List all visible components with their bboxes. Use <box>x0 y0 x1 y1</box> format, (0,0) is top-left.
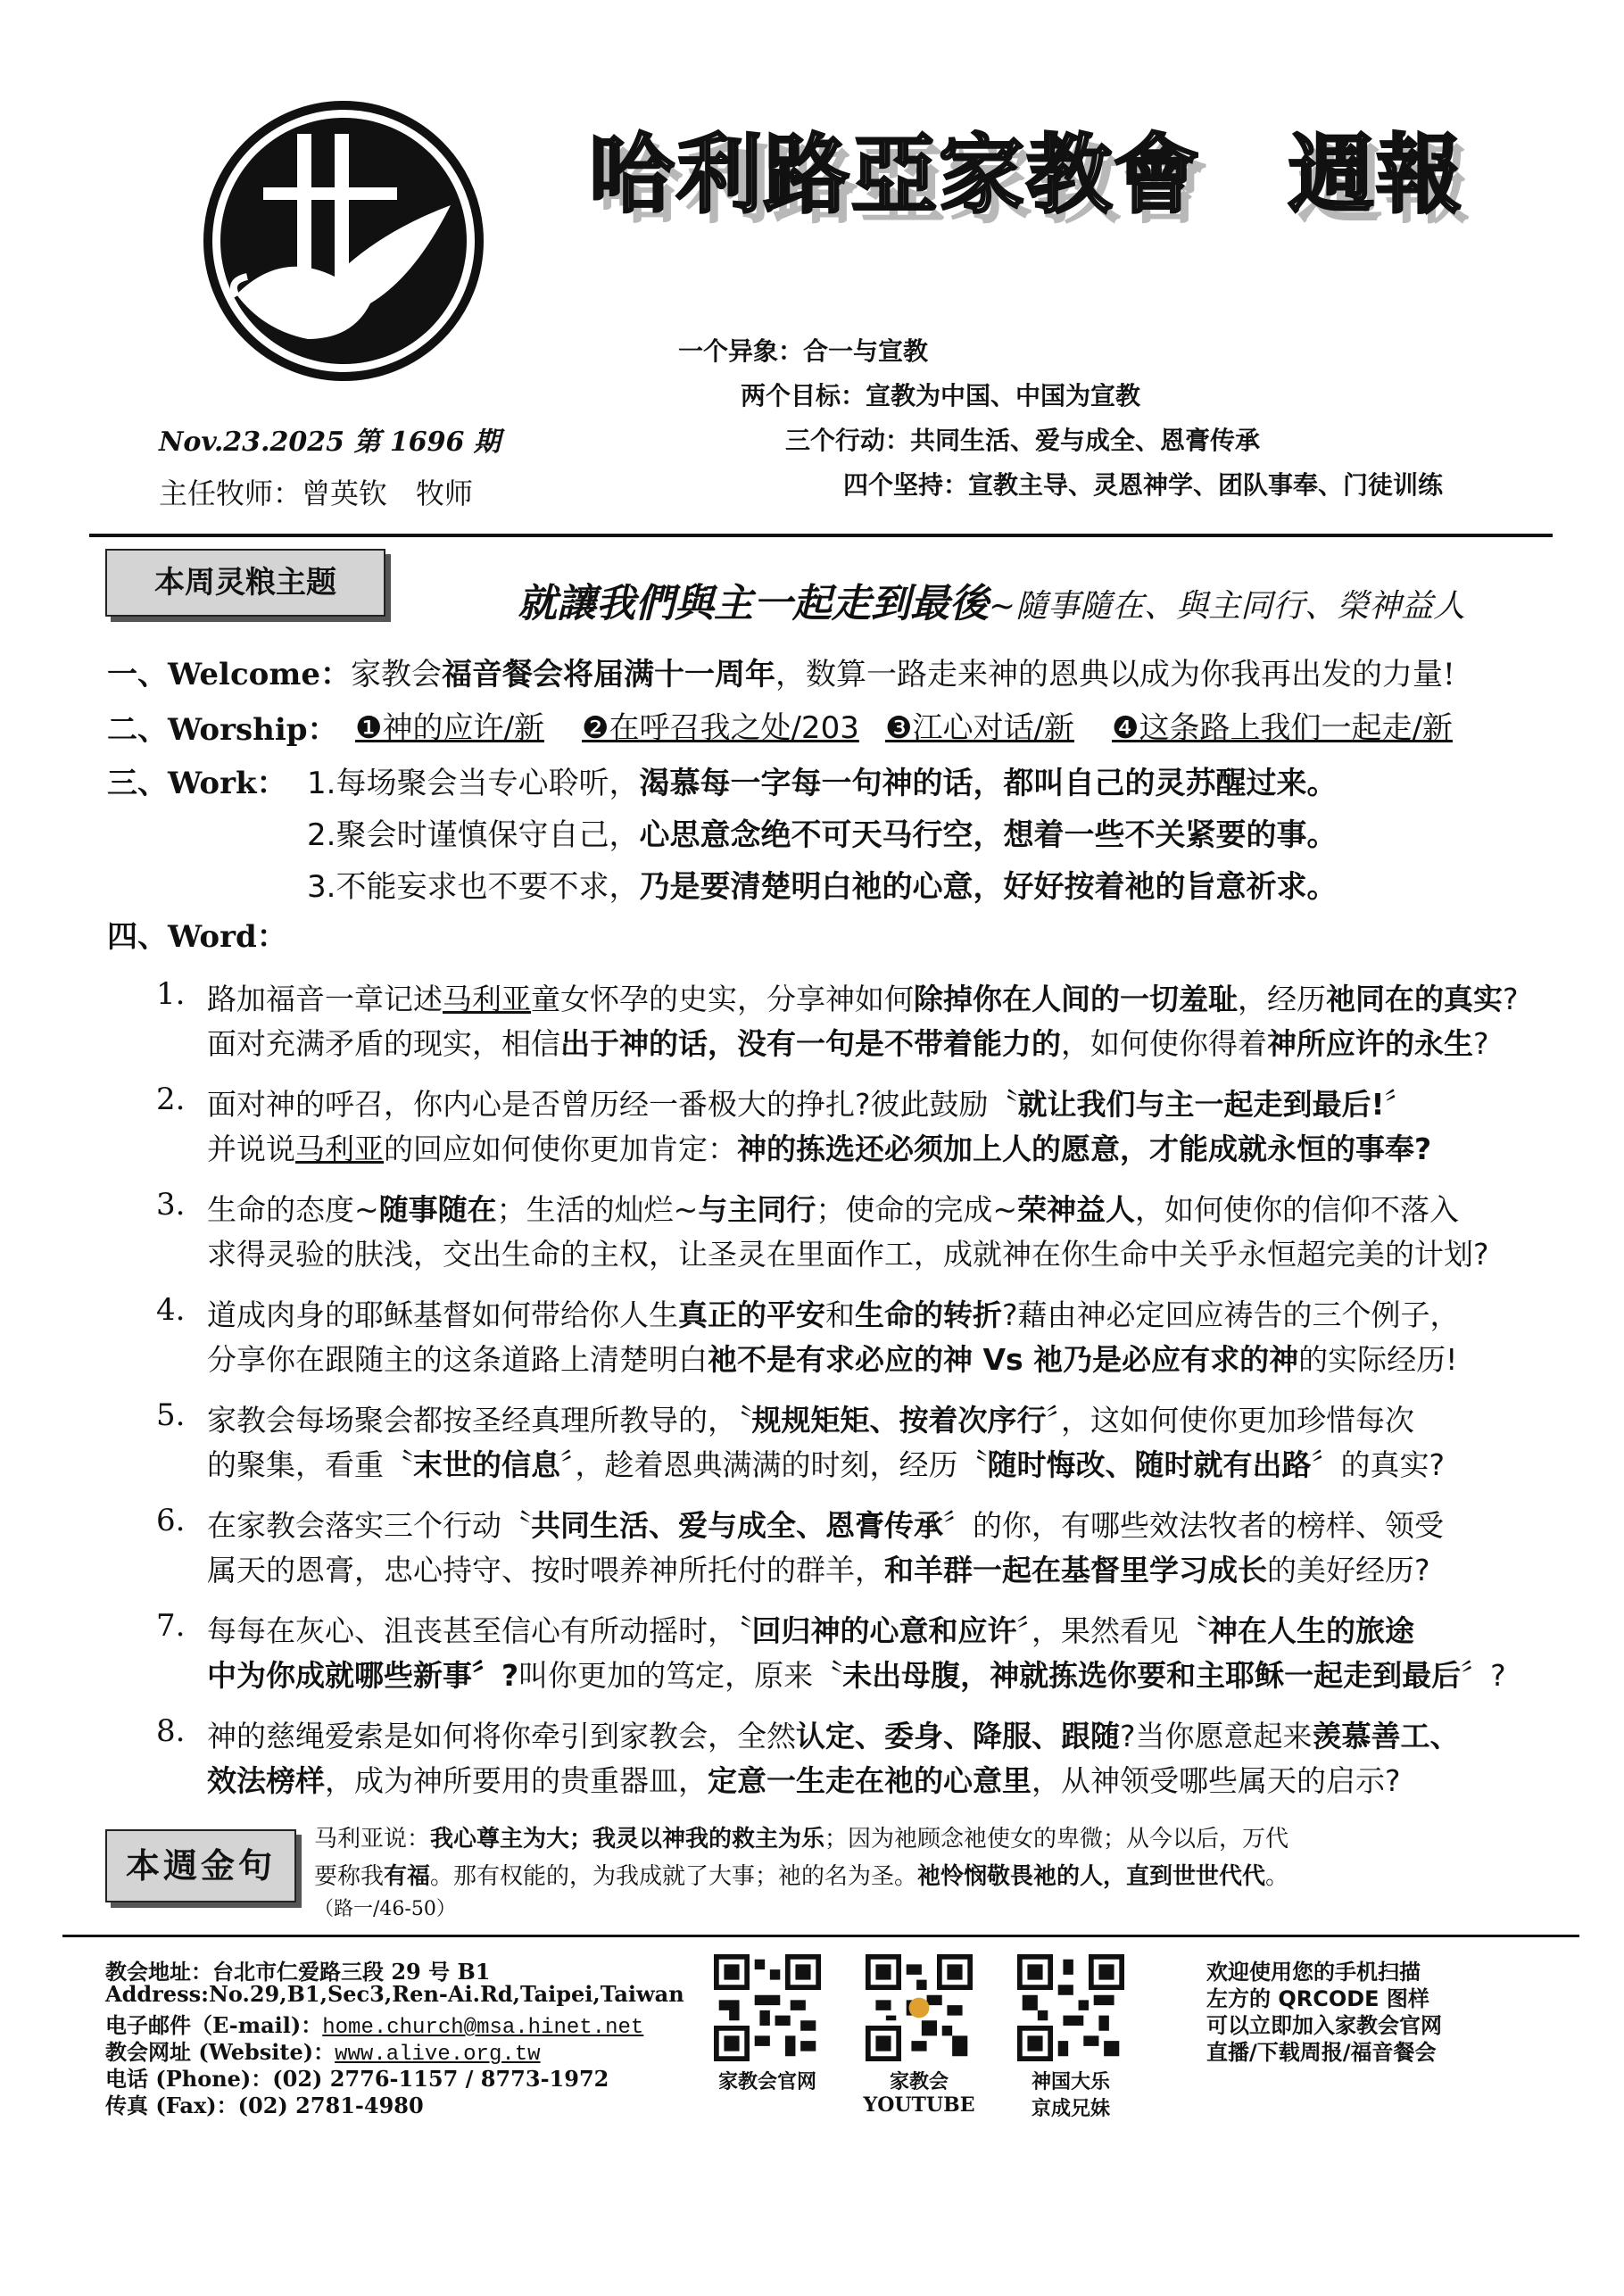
email-line: 电子邮件（E-mail)：home.church@msa.hinet.net <box>105 2012 644 2040</box>
qr-caption: 京成兄妹 <box>1031 2097 1110 2120</box>
word-item-line: 属天的恩膏，忠心持守、按时喂养神所托付的群羊，和羊群一起在基督里学习成长的美好经历? <box>207 1553 1430 1587</box>
word-item-line: 每每在灰心、沮丧甚至信心有所动摇时，〝回归神的心意和应许〞，果然看见〝神在人生的旅途 <box>207 1613 1414 1648</box>
website-line: 教会网址 (Website)：www.alive.org.tw <box>105 2039 541 2067</box>
song-item: ❹这条路上我们一起走/新 <box>1112 710 1453 746</box>
verse-line: 马利亚说：我心尊主为大；我灵以神我的救主为乐；因为祂顾念祂使女的卑微；从今以后，万代 <box>314 1826 1289 1853</box>
address-cn: 教会地址：台北市仁爱路三段 29 号 B1 <box>105 1959 491 1985</box>
vision-line: 四个坚持：宣教主导、灵恩神学、团队事奉、门徒训练 <box>843 470 1444 500</box>
scan-instruction: 左方的 QRCODE 图样 <box>1206 1986 1429 2011</box>
word-item-line: 中为你成就哪些新事〞?叫你更加的笃定，原来〝未出母腹，神就拣选你要和主耶稣一起走到最后〞? <box>207 1658 1506 1693</box>
worship-label: 二、Worship： <box>107 712 338 748</box>
divider <box>62 1935 1579 1937</box>
word-item-number: 6. <box>156 1503 186 1538</box>
song-item: ❸江心对话/新 <box>885 710 1074 746</box>
qr-code-website-icon[interactable] <box>714 1954 821 2061</box>
work-item: 2.聚会时谨慎保守自己，心思意念绝不可天马行空，想着一些不关紧要的事。 <box>307 817 1338 853</box>
church-logo-icon <box>201 98 486 384</box>
word-item-number: 3. <box>156 1187 186 1223</box>
work-label: 三、Work： <box>107 766 287 801</box>
welcome-text: ，数算一路走来神的恩典以成为你我再出发的力量! <box>775 657 1455 692</box>
theme-sub: ~隨事隨在、與主同行、榮神益人 <box>989 588 1466 625</box>
song-item: ❶神的应许/新 <box>355 710 544 746</box>
scan-instruction: 直播/下载周报/福音餐会 <box>1206 2040 1437 2065</box>
word-item-line: 效法榜样，成为神所要用的贵重器皿，定意一生走在祂的心意里，从神领受哪些属天的启示? <box>207 1763 1401 1798</box>
page-title: 哈利路亞家教會 週報 <box>589 125 1463 225</box>
qr-caption: 家教会官网 <box>717 2070 816 2093</box>
word-item-line: 并说说马利亚的回应如何使你更加肯定：神的拣选还必须加上人的愿意，才能成就永恒的事奉? <box>207 1131 1432 1166</box>
qr-code-youtube-icon[interactable] <box>866 1954 973 2061</box>
word-item-line: 道成肉身的耶稣基督如何带给你人生真正的平安和生命的转折?藉由神必定回应祷告的三个例子， <box>207 1297 1460 1332</box>
issue-date: Nov.23.2025 第 1696 期 <box>159 427 501 458</box>
work-item: 3.不能妄求也不要不求，乃是要清楚明白祂的心意，好好按着祂的旨意祈求。 <box>307 869 1338 905</box>
welcome-text: 家教会 <box>350 657 442 692</box>
fax-line: 传真 (Fax)：(02) 2781-4980 <box>105 2093 424 2118</box>
word-item-line: 面对神的呼召，你内心是否曾历经一番极大的挣扎?彼此鼓励〝就让我们与主一起走到最后!〞 <box>207 1087 1414 1122</box>
divider <box>89 534 1553 537</box>
vision-line: 两个目标：宣教为中国、中国为宣教 <box>741 381 1141 410</box>
word-item-number: 1. <box>156 976 186 1012</box>
word-item-line: 家教会每场聚会都按圣经真理所教导的，〝规规矩矩、按着次序行〞，这如何使你更加珍惜每次 <box>207 1403 1414 1438</box>
welcome-bold: 福音餐会将届满十一周年 <box>441 657 775 692</box>
word-item-line: 路加福音一章记述马利亚童女怀孕的史实，分享神如何除掉你在人间的一切羞耻，经历祂同在的真实? <box>207 982 1519 1016</box>
word-item-number: 8. <box>156 1713 186 1749</box>
verse-label: 本週金句 <box>105 1829 296 1902</box>
pastor-line: 主任牧师：曾英钦 牧师 <box>159 477 474 510</box>
verse-line: 要称我有福。那有权能的，为我成就了大事；祂的名为圣。祂怜悯敬畏祂的人，直到世世代代。 <box>314 1863 1289 1890</box>
theme-main: 就讓我們與主一起走到最後 <box>518 581 989 626</box>
work-item: 1.每场聚会当专心聆听，渴慕每一字每一句神的话，都叫自己的灵苏醒过来。 <box>307 766 1338 801</box>
word-item-line: 在家教会落实三个行动〝共同生活、爱与成全、恩膏传承〞的你，有哪些效法牧者的榜样、领受 <box>207 1508 1444 1543</box>
word-item-number: 5. <box>156 1397 186 1433</box>
word-item-number: 7. <box>156 1608 186 1644</box>
email-link[interactable]: home.church@msa.hinet.net <box>322 2016 644 2040</box>
word-item-line: 分享你在跟随主的这条道路上清楚明白祂不是有求必应的神 Vs 祂乃是必应有求的神的实际经历! <box>207 1342 1458 1377</box>
phone-line: 电话 (Phone)：(02) 2776-1157 / 8773-1972 <box>105 2066 609 2092</box>
vision-line: 三个行动：共同生活、爱与成全、恩膏传承 <box>785 426 1261 455</box>
welcome-section <box>107 650 1455 693</box>
qr-caption: YOUTUBE <box>863 2093 975 2117</box>
theme-label: 本周灵粮主题 <box>105 549 385 617</box>
word-item-line: 求得灵验的肤浅，交出生命的主权，让圣灵在里面作工，成就神在你生命中关乎永恒超完美的计划? <box>207 1237 1489 1272</box>
song-item: ❷在呼召我之处/203 <box>582 710 859 746</box>
word-item-line: 的聚集，看重〝末世的信息〞，趁着恩典满满的时刻，经历〝随时悔改、随时就有出路〞的真实? <box>207 1447 1446 1482</box>
qr-caption: 神国大乐 <box>1031 2070 1110 2093</box>
word-item-line: 生命的态度~随事随在；生活的灿烂~与主同行；使命的完成~荣神益人，如何使你的信仰不落入 <box>207 1192 1459 1227</box>
scan-instruction: 欢迎使用您的手机扫描 <box>1206 1960 1421 1985</box>
welcome-label: 一、Welcome： <box>107 657 351 692</box>
verse-reference: （路一/46-50） <box>314 1898 456 1920</box>
word-item-number: 4. <box>156 1292 186 1328</box>
vision-line: 一个异象：合一与宣教 <box>678 336 929 366</box>
website-link[interactable]: www.alive.org.tw <box>335 2043 541 2067</box>
word-item-line: 神的慈绳爱索是如何将你牵引到家教会，全然认定、委身、降服、跟随?当你愿意起来羡慕善工、 <box>207 1719 1460 1753</box>
qr-caption: 家教会 <box>889 2070 949 2093</box>
word-item-number: 2. <box>156 1082 186 1117</box>
word-label: 四、Word： <box>107 919 287 955</box>
qr-code-music-icon[interactable] <box>1017 1954 1124 2061</box>
theme-text <box>518 571 1465 628</box>
word-item-line: 面对充满矛盾的现实，相信出于神的话，没有一句是不带着能力的，如何使你得着神所应许的永生? <box>207 1026 1489 1061</box>
address-en: Address:No.29,B1,Sec3,Ren-Ai.Rd,Taipei,Taiwan <box>105 1981 684 2007</box>
scan-instruction: 可以立即加入家教会官网 <box>1206 2013 1442 2038</box>
